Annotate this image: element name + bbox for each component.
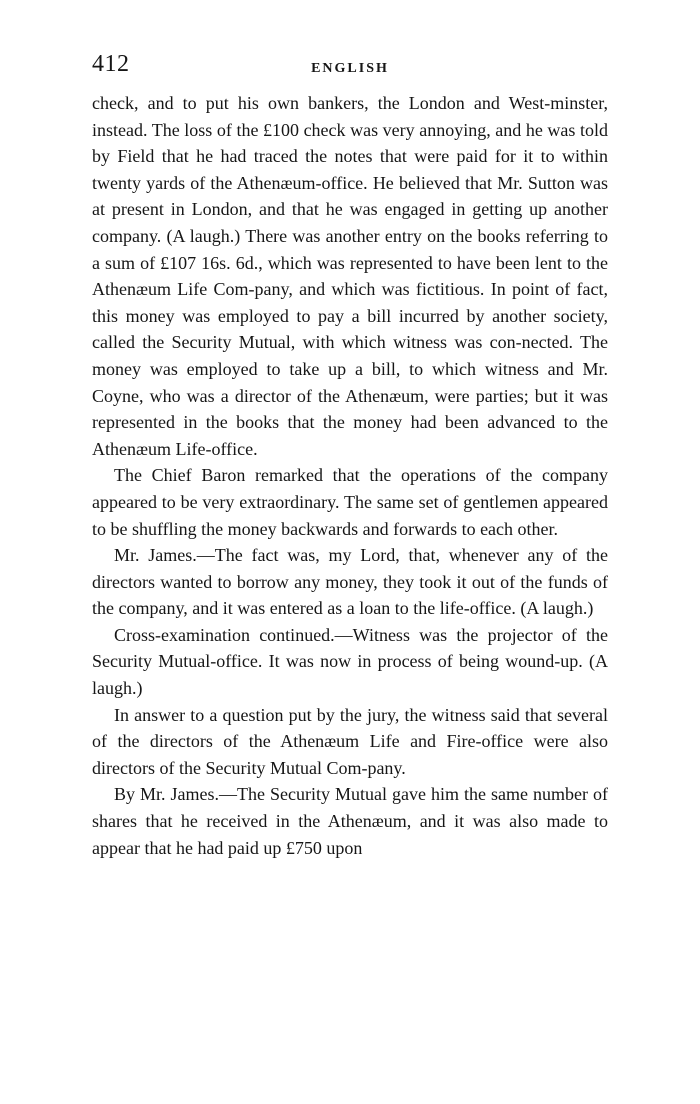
paragraph-continued: check, and to put his own bankers, the London and West-minster, instead. The loss of the £100 check was very annoying, and he was told by Field that he had traced the notes that were paid for it to within twenty yards of the Athenæum-office. He believed that Mr. Sutton was at present in London, and that he was engaged in getting up another company. (A laugh.) There was another entry on the books referring to a sum of £107 16s. 6d., which was represented to have been lent to the Athenæum Life Com-pany, and which was fictitious. In point of fact, this money was employed to pay a bill incurred by another society, called the Security Mutual, with which witness was con-nected. The money was employed to take up a bill, to which witness and Mr. Coyne, who was a director of the Athenæum, were parties; but it was represented in the books that the money had been advanced to the Athenæum Life-office. xyxy=(92,93,608,459)
paragraph-chief-baron: The Chief Baron remarked that the operations of the company appeared to be very extraordinary. The same set of gentlemen appeared to be shuffling the money backwards and forwards to each other. xyxy=(92,465,608,539)
paragraph-mr-james: Mr. James.—The fact was, my Lord, that, whenever any of the directors wanted to borrow any money, they took it out of the funds of the company, and it was entered as a loan to the life-office. (A laugh.) xyxy=(92,545,608,619)
running-head xyxy=(92,48,608,88)
body-text xyxy=(92,90,608,861)
paragraph-by-mr-james: By Mr. James.—The Security Mutual gave him the same number of shares that he received in the Athenæum, and it was also made to appear that he had paid up £750 upon xyxy=(92,784,608,858)
page-number: 412 xyxy=(92,51,130,77)
running-title: ENGLISH xyxy=(311,61,389,76)
paragraph-cross-examination: Cross-examination continued.—Witness was the projector of the Security Mutual-office. It was now in process of being wound-up. (A laugh.) xyxy=(92,624,608,699)
book-page xyxy=(92,48,608,861)
paragraph-jury-question: In answer to a question put by the jury, the witness said that several of the directors of the Athenæum Life and Fire-office were also directors of the Security Mutual Com-pany. xyxy=(92,704,608,778)
